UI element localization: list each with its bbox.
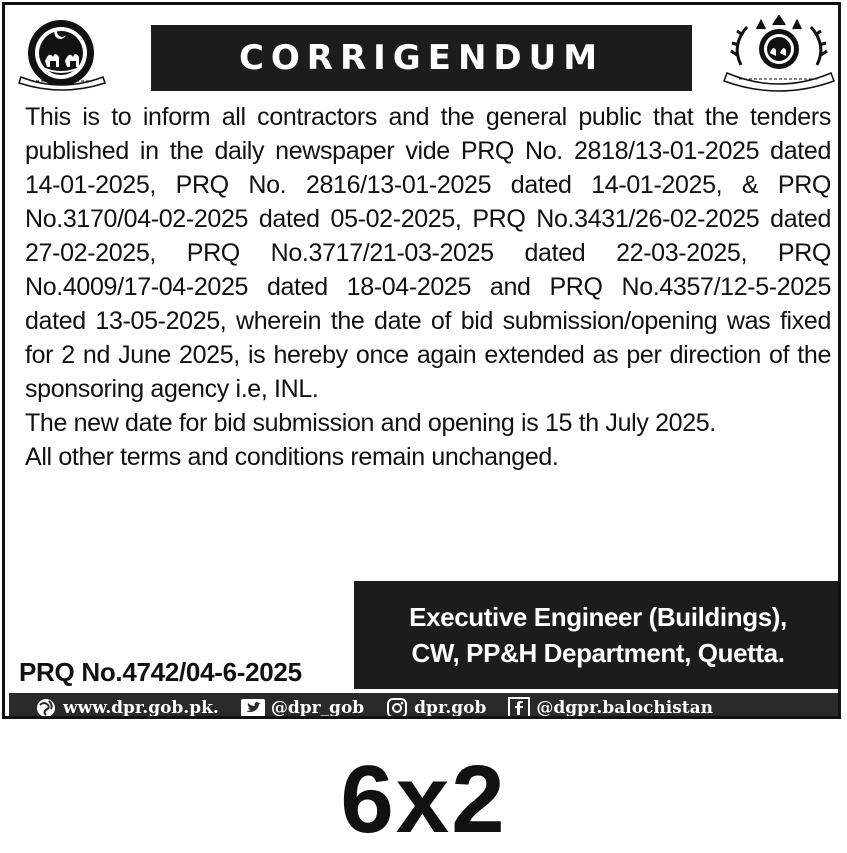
instagram-icon: [386, 697, 408, 719]
prq-reference-number: PRQ No.4742/04-6-2025: [19, 657, 302, 687]
twitter-icon: [241, 699, 265, 717]
dgpr-emblem-logo: [721, 15, 837, 95]
ad-size-label: 6x2: [340, 746, 507, 853]
facebook-link[interactable]: [508, 697, 713, 719]
advertisement-frame: [2, 2, 841, 719]
facebook-label: @dgpr.balochistan: [536, 698, 714, 718]
globe-icon: [35, 697, 57, 719]
notice-title: CORRIGENDUM: [238, 38, 605, 78]
instagram-label: dpr.gob: [414, 698, 487, 718]
government-emblem-logo: [17, 15, 111, 95]
website-label: www.dpr.gob.pk.: [63, 698, 219, 718]
twitter-label: @dpr_gob: [270, 698, 365, 718]
notice-main-paragraph: This is to inform all contractors and the general public that the tenders published in the daily newspaper vide PRQ No. 2818/13-01-2025 dated 14-01-2025, PRQ No. 2816/13-01-2025 dated 14-01-2025, & PRQ No.3170/04-02-2025 dated 05-02-2025, PRQ No.3431/26-02-2025 dated 27-02-2025, PRQ No.3717/21-03-2025 dated 22-03-2025, PRQ No.4009/17-04-2025 dated 18-04-2025 and PRQ No.4357/12-5-2025 dated 13-05-2025, wherein the date of bid submission/opening was fixed for 2 nd June 2025, is hereby once again extended as per direction of the sponsoring agency i.e, INL.: [25, 103, 831, 403]
terms-line: All other terms and conditions remain unchanged.: [25, 443, 559, 471]
facebook-icon: [508, 697, 530, 719]
website-link[interactable]: [35, 697, 219, 719]
instagram-link[interactable]: [386, 697, 486, 719]
signatory-department: CW, PP&H Department, Quetta.: [411, 638, 785, 668]
notice-body: [25, 100, 831, 474]
twitter-link[interactable]: [241, 698, 364, 718]
title-banner: [151, 25, 692, 91]
signatory-title: Executive Engineer (Buildings),: [409, 602, 787, 632]
signature-block: [354, 581, 841, 689]
social-media-footer: [9, 693, 841, 719]
new-date-line: The new date for bid submission and opening is 15 th July 2025.: [25, 409, 716, 437]
